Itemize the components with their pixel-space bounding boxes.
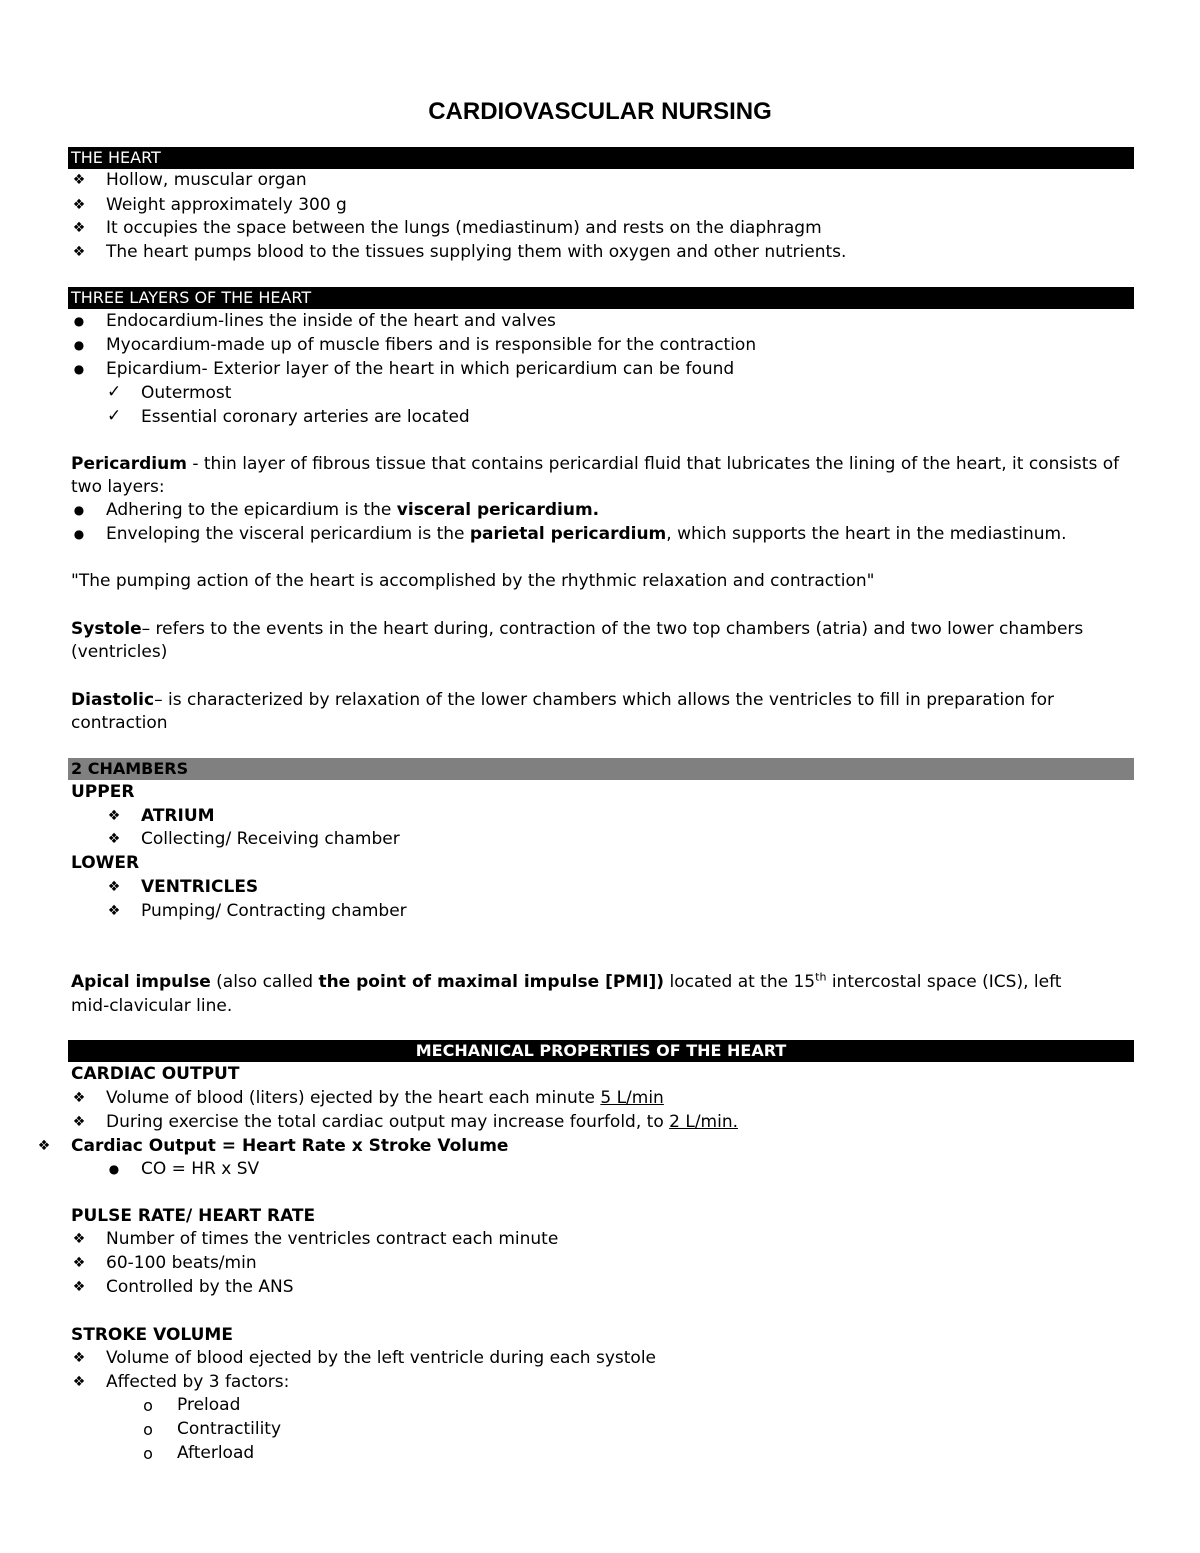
section-header-heart: THE HEART (68, 147, 1134, 169)
term: Pericardium (71, 454, 187, 474)
list-item: Endocardium-lines the inside of the heart and valves (106, 311, 556, 331)
o-bullet-icon: o (143, 1444, 153, 1463)
diamond-bullet-icon: ❖ (72, 1255, 86, 1271)
list-item: Myocardium-made up of muscle fibers and is responsible for the contraction (106, 335, 757, 355)
formula-abbreviation: CO = HR x SV (141, 1159, 260, 1179)
text: Enveloping the visceral pericardium is the (106, 524, 470, 544)
factor-item: Preload (177, 1395, 241, 1415)
checkmark-icon: ✓ (107, 406, 122, 426)
quote: "The pumping action of the heart is accomplished by the rhythmic relaxation and contraction" (71, 571, 875, 591)
diastolic-definition (71, 689, 1054, 711)
text: Volume of blood (liters) ejected by the heart each minute (106, 1088, 601, 1108)
dot-bullet-icon: ● (73, 314, 85, 328)
dot-bullet-icon: ● (73, 362, 85, 376)
definition-text: - thin layer of fibrous tissue that contains pericardial fluid that lubricates the lining of the heart, it consists of (186, 454, 1120, 474)
list-item: Number of times the ventricles contract each minute (106, 1229, 559, 1249)
bold-term: the point of maximal impulse [PMI]) (318, 972, 665, 992)
diamond-bullet-icon: ❖ (72, 1279, 86, 1295)
section-header-mechanical: MECHANICAL PROPERTIES OF THE HEART (68, 1040, 1134, 1062)
diamond-bullet-icon: ❖ (72, 1090, 86, 1106)
term: Apical impulse (71, 972, 211, 992)
subsection-title: CARDIAC OUTPUT (71, 1064, 240, 1084)
factor-item: Contractility (177, 1419, 282, 1439)
apical-impulse (71, 971, 1061, 993)
apical-continuation: mid-clavicular line. (71, 996, 233, 1016)
diamond-bullet-icon: ❖ (72, 1374, 86, 1390)
dot-bullet-icon: ● (73, 503, 85, 517)
text: During exercise the total cardiac output may increase fourfold, to (106, 1112, 670, 1132)
diamond-bullet-icon: ❖ (107, 808, 121, 824)
chamber-name: ATRIUM (141, 806, 215, 826)
diamond-bullet-icon: ❖ (72, 1350, 86, 1366)
factor-item: Afterload (177, 1443, 255, 1463)
list-item: Hollow, muscular organ (106, 170, 307, 190)
text: Adhering to the epicardium is the (106, 500, 397, 520)
bold-term: parietal pericardium (469, 524, 667, 544)
underlined-value: 2 L/min. (669, 1112, 739, 1132)
list-item: The heart pumps blood to the tissues supplying them with oxygen and other nutrients. (106, 242, 847, 262)
term: Diastolic (71, 690, 155, 710)
diamond-bullet-icon: ❖ (72, 1114, 86, 1130)
text: , which supports the heart in the mediastinum. (666, 524, 1067, 544)
definition-continuation: (ventricles) (71, 642, 168, 662)
list-item: Affected by 3 factors: (106, 1372, 290, 1392)
dot-bullet-icon: ● (108, 1162, 120, 1176)
list-item (106, 523, 1066, 545)
section-header-layers: THREE LAYERS OF THE HEART (68, 287, 1134, 309)
list-item (106, 1087, 664, 1109)
upper-label: UPPER (71, 782, 135, 802)
list-item (106, 1111, 738, 1133)
diamond-bullet-icon: ❖ (72, 220, 86, 236)
formula: Cardiac Output = Heart Rate x Stroke Volume (71, 1136, 509, 1156)
list-item: Epicardium- Exterior layer of the heart in which pericardium can be found (106, 359, 735, 379)
diamond-bullet-icon: ❖ (72, 244, 86, 260)
page-title: CARDIOVASCULAR NURSING (428, 98, 772, 125)
lower-label: LOWER (71, 853, 140, 873)
list-item (106, 499, 599, 521)
list-item: It occupies the space between the lungs (mediastinum) and rests on the diaphragm (106, 218, 822, 238)
dot-bullet-icon: ● (73, 338, 85, 352)
section-header-chambers: 2 CHAMBERS (68, 758, 1134, 780)
chamber-description: Collecting/ Receiving chamber (141, 829, 400, 849)
systole-definition (71, 618, 1083, 640)
o-bullet-icon: o (143, 1396, 153, 1415)
sub-list-item: Outermost (141, 383, 232, 403)
chamber-name: VENTRICLES (141, 877, 259, 897)
pericardium-definition (71, 453, 1119, 475)
subsection-title: STROKE VOLUME (71, 1325, 233, 1345)
diamond-bullet-icon: ❖ (107, 903, 121, 919)
sub-list-item: Essential coronary arteries are located (141, 407, 470, 427)
diamond-bullet-icon: ❖ (107, 831, 121, 847)
o-bullet-icon: o (143, 1420, 153, 1439)
definition-continuation: two layers: (71, 477, 165, 497)
list-item: Weight approximately 300 g (106, 195, 347, 215)
checkmark-icon: ✓ (107, 382, 122, 402)
diamond-bullet-icon: ❖ (72, 197, 86, 213)
superscript: th (815, 970, 827, 984)
list-item: Volume of blood ejected by the left ventricle during each systole (106, 1348, 657, 1368)
dot-bullet-icon: ● (73, 527, 85, 541)
list-item: Controlled by the ANS (106, 1277, 294, 1297)
text: intercostal space (ICS), left (826, 972, 1062, 992)
diamond-bullet-icon: ❖ (37, 1138, 51, 1154)
definition-text: – refers to the events in the heart during, contraction of the two top chambers (atria) and two lower chambers (141, 619, 1084, 639)
diamond-bullet-icon: ❖ (72, 1231, 86, 1247)
list-item: 60-100 beats/min (106, 1253, 257, 1273)
text: (also called (210, 972, 319, 992)
text: located at the 15 (664, 972, 816, 992)
underlined-value: 5 L/min (600, 1088, 664, 1108)
chamber-description: Pumping/ Contracting chamber (141, 901, 407, 921)
definition-text: – is characterized by relaxation of the lower chambers which allows the ventricles to fill in preparation for (154, 690, 1055, 710)
diamond-bullet-icon: ❖ (107, 879, 121, 895)
diamond-bullet-icon: ❖ (72, 172, 86, 188)
definition-continuation: contraction (71, 713, 168, 733)
term: Systole (71, 619, 142, 639)
bold-term: visceral pericardium. (396, 500, 600, 520)
subsection-title: PULSE RATE/ HEART RATE (71, 1206, 316, 1226)
